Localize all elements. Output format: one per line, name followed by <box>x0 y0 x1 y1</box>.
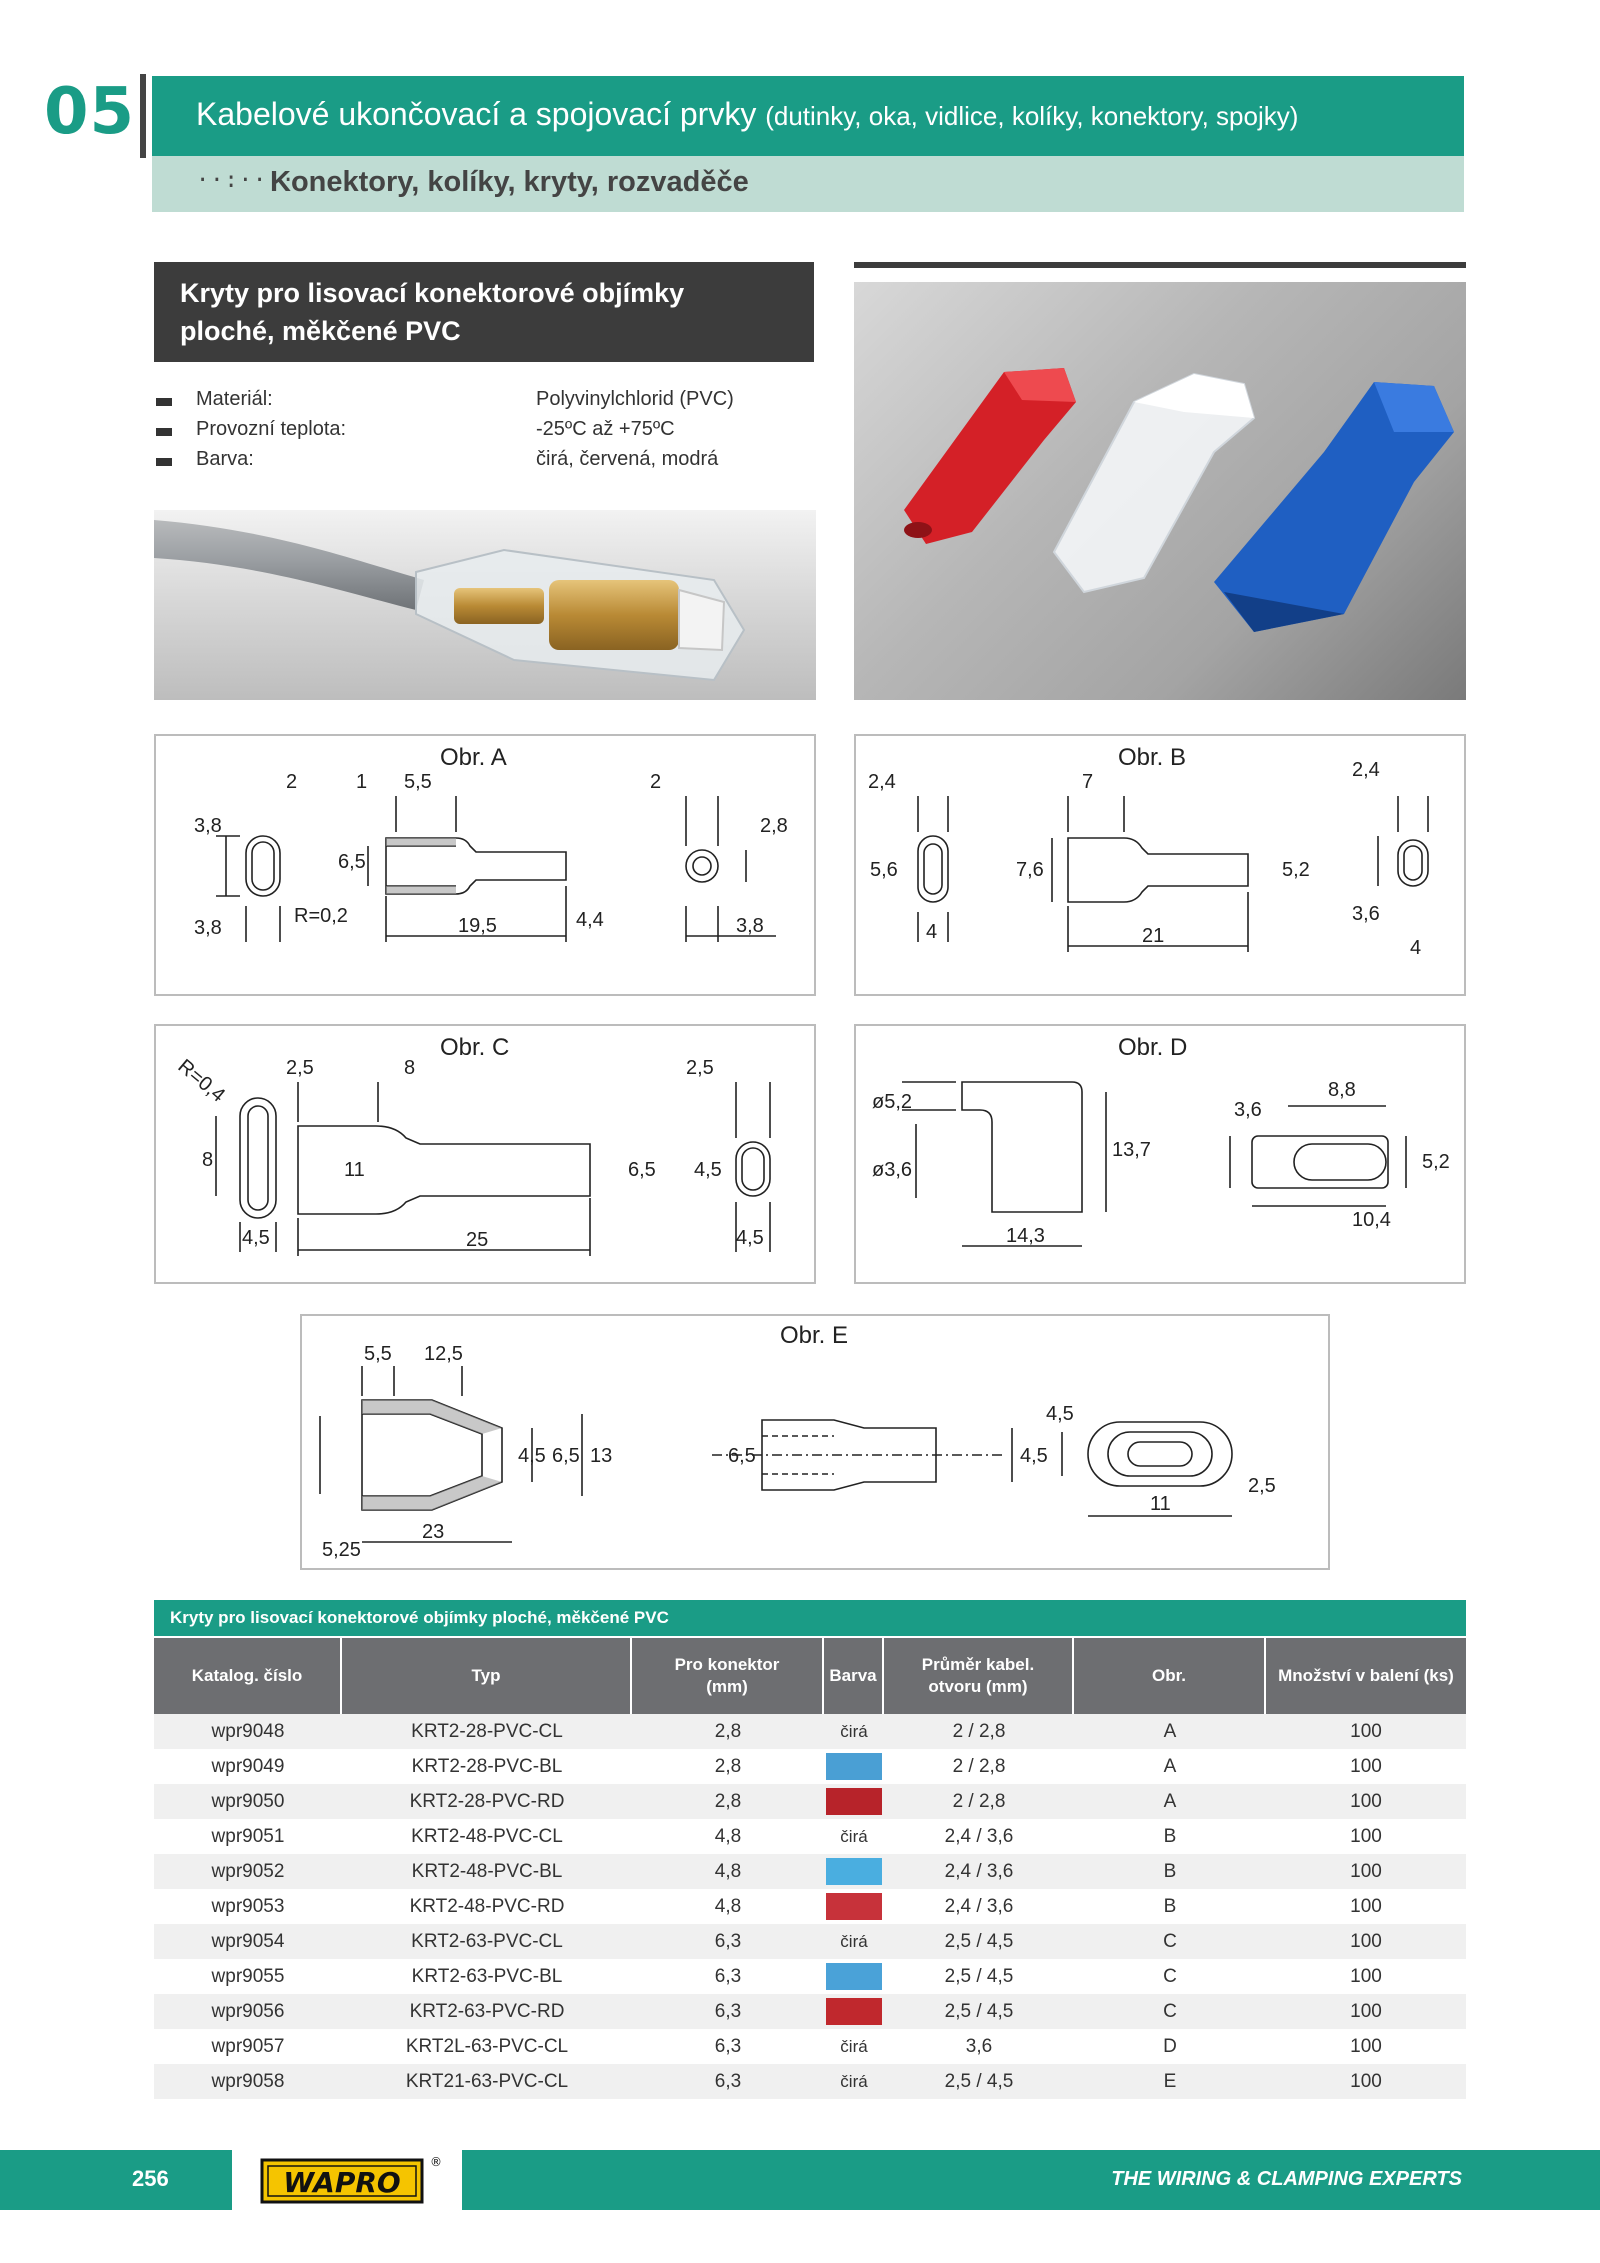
cell-cat: wpr9055 <box>211 1966 285 1987</box>
dim-c-1: R=0,4 <box>173 1055 230 1107</box>
dim-e-11: 11 <box>1150 1493 1171 1515</box>
cell-cat: wpr9049 <box>211 1756 285 1777</box>
dim-a-3: 5,5 <box>404 771 432 793</box>
cell-type: KRT2-28-PVC-BL <box>411 1756 563 1777</box>
cell-type: KRT2-63-PVC-BL <box>411 1966 563 1987</box>
section-title: Konektory, kolíky, kryty, rozvaděče <box>270 166 749 198</box>
cell-hole: 2,4 / 3,6 <box>944 1896 1014 1917</box>
cell-qty: 100 <box>1350 1861 1382 1882</box>
dim-e-9: 4,5 <box>1020 1445 1048 1467</box>
dim-a-12: 3,8 <box>736 915 764 937</box>
cell-conn: 4,8 <box>714 1861 742 1882</box>
product-title-line-2: ploché, měkčené PVC <box>180 316 461 346</box>
cell-fig: C <box>1163 2001 1177 2022</box>
footer-tagline: THE WIRING & CLAMPING EXPERTS <box>1111 2168 1462 2190</box>
cell-conn: 6,3 <box>714 1931 742 1952</box>
dim-a-11: 2,8 <box>760 815 788 837</box>
cell-conn: 6,3 <box>714 2001 742 2022</box>
drawing-panel-e <box>300 1314 1330 1570</box>
dim-e-1: 5,5 <box>364 1343 392 1365</box>
chapter-number: 05 <box>44 75 136 149</box>
photo-top-rule <box>854 262 1466 268</box>
cell-cat: wpr9050 <box>211 1791 285 1812</box>
cell-qty: 100 <box>1350 1791 1382 1812</box>
dim-c-9: 2,5 <box>686 1057 714 1079</box>
dim-c-2: 2,5 <box>286 1057 314 1079</box>
cell-cat: wpr9048 <box>211 1721 285 1742</box>
dim-c-11: 4,5 <box>736 1227 764 1249</box>
chapter-divider <box>140 74 146 158</box>
cell-conn: 2,8 <box>714 1791 742 1812</box>
cell-qty: 100 <box>1350 2001 1382 2022</box>
cell-cat: wpr9058 <box>211 2071 285 2092</box>
cell-conn: 6,3 <box>714 2036 742 2057</box>
dim-c-7: 4,5 <box>242 1227 270 1249</box>
cell-type: KRT2-48-PVC-CL <box>411 1826 563 1847</box>
cell-hole: 3,6 <box>965 2036 993 2057</box>
product-title <box>154 262 814 362</box>
cell-fig: B <box>1163 1896 1177 1917</box>
cell-type: KRT2-28-PVC-RD <box>409 1791 565 1812</box>
cell-cat: wpr9053 <box>211 1896 285 1917</box>
color-swatch <box>826 1858 882 1885</box>
cell-color: čirá <box>840 1722 868 1741</box>
spec-value: -25ºC až +75ºC <box>536 418 675 440</box>
table-row <box>154 1714 1466 1749</box>
dim-e-5: 13 <box>590 1445 613 1467</box>
spec-row-temperature <box>154 416 814 446</box>
dim-a-4: 3,8 <box>194 815 222 837</box>
col-type: Typ <box>342 1638 632 1714</box>
dim-b-3: 5,6 <box>870 859 898 881</box>
dim-d-3: 13,7 <box>1112 1139 1151 1161</box>
cell-conn: 6,3 <box>714 2071 742 2092</box>
dim-b-8: 2,4 <box>1352 759 1380 781</box>
cell-color: čirá <box>840 2037 868 2056</box>
cell-qty: 100 <box>1350 1966 1382 1987</box>
table-row <box>154 1854 1466 1889</box>
dim-a-6: R=0,2 <box>294 905 348 927</box>
cell-fig: A <box>1163 1721 1177 1742</box>
dim-b-4: 7,6 <box>1016 859 1044 881</box>
cell-cat: wpr9051 <box>211 1826 285 1847</box>
cell-hole: 2,4 / 3,6 <box>944 1861 1014 1882</box>
cell-hole: 2 / 2,8 <box>952 1721 1006 1742</box>
dim-e-3: 4,5 <box>518 1445 546 1467</box>
table-row <box>154 1819 1466 1854</box>
product-photo-covers <box>854 282 1466 700</box>
page-number: 256 <box>132 2166 169 2191</box>
spec-row-color <box>154 446 814 476</box>
spec-value: Polyvinylchlorid (PVC) <box>536 388 734 410</box>
cell-qty: 100 <box>1350 1721 1382 1742</box>
cell-type: KRT2-63-PVC-RD <box>409 2001 565 2022</box>
spec-label: Materiál: <box>196 388 273 410</box>
product-title-line-1: Kryty pro lisovací konektorové objímky <box>180 278 685 308</box>
cell-qty: 100 <box>1350 2071 1382 2092</box>
technical-drawing-a <box>156 736 818 998</box>
drawing-panel-b <box>854 734 1466 996</box>
table-body <box>154 1714 1466 2099</box>
dim-c-8: 25 <box>466 1229 489 1251</box>
col-quantity: Množství v balení (ks) <box>1278 1666 1454 1685</box>
dim-b-1: 2,4 <box>868 771 896 793</box>
drawing-label-a: Obr. A <box>440 744 507 771</box>
dim-c-6: 6,5 <box>628 1159 656 1181</box>
cell-color: čirá <box>840 1827 868 1846</box>
drawing-panel-a <box>154 734 816 996</box>
cell-type: KRT2-48-PVC-BL <box>411 1861 563 1882</box>
color-swatch <box>826 1753 882 1780</box>
technical-drawing-b <box>856 736 1468 998</box>
dim-d-2: ø3,6 <box>872 1159 913 1181</box>
dim-e-10: 4,5 <box>1046 1403 1074 1425</box>
section-header <box>152 156 1464 212</box>
cell-hole: 2,5 / 4,5 <box>944 2071 1014 2092</box>
dim-d-5: 3,6 <box>1234 1099 1262 1121</box>
cell-fig: B <box>1163 1826 1177 1847</box>
cell-color: čirá <box>840 2072 868 2091</box>
bullet-icon <box>156 458 172 466</box>
spec-list <box>154 386 814 476</box>
cell-qty: 100 <box>1350 1896 1382 1917</box>
cell-type: KRT2-28-PVC-CL <box>411 1721 563 1742</box>
spec-label: Provozní teplota: <box>196 418 347 440</box>
cell-type: KRT21-63-PVC-CL <box>405 2071 569 2092</box>
drawing-label-d: Obr. D <box>1118 1034 1188 1061</box>
color-swatch <box>826 1788 882 1815</box>
cell-qty: 100 <box>1350 1931 1382 1952</box>
drawing-label-e: Obr. E <box>780 1322 849 1349</box>
footer-logo-area <box>232 2142 462 2218</box>
cell-type: KRT2-63-PVC-CL <box>411 1931 563 1952</box>
dim-c-10: 4,5 <box>694 1159 722 1181</box>
dim-a-5: 6,5 <box>338 851 366 873</box>
chapter-title <box>196 96 1298 133</box>
spec-label: Barva: <box>196 448 254 470</box>
table-row <box>154 1994 1466 2029</box>
cell-type: KRT2-48-PVC-RD <box>409 1896 565 1917</box>
cell-hole: 2,5 / 4,5 <box>944 2001 1014 2022</box>
dim-a-1: 2 <box>286 771 298 793</box>
drawing-panel-c <box>154 1024 816 1284</box>
cell-conn: 2,8 <box>714 1721 742 1742</box>
drawing-label-c: Obr. C <box>440 1034 510 1061</box>
chapter-header <box>152 76 1464 156</box>
col-color: Barva <box>824 1638 884 1714</box>
col-connector: Pro konektor (mm) <box>632 1638 824 1714</box>
dim-d-7: 5,2 <box>1422 1151 1450 1173</box>
cell-hole: 2 / 2,8 <box>952 1756 1006 1777</box>
cell-conn: 4,8 <box>714 1896 742 1917</box>
table-row <box>154 2029 1466 2064</box>
cell-color: čirá <box>840 1932 868 1951</box>
cell-qty: 100 <box>1350 1826 1382 1847</box>
cell-cat: wpr9057 <box>211 2036 285 2057</box>
cell-fig: D <box>1163 2036 1177 2057</box>
cable-connector-illustration <box>154 510 816 700</box>
red-cover-icon <box>904 368 1076 544</box>
dim-b-5: 5,2 <box>1282 859 1310 881</box>
drawing-label-b: Obr. B <box>1118 744 1187 771</box>
table-title: Kryty pro lisovací konektorové objímky ploché, měkčené PVC <box>154 1600 1466 1636</box>
col-catalog: Katalog. číslo <box>154 1638 342 1714</box>
dim-a-7: 3,8 <box>194 917 222 939</box>
dim-e-6: 5,25 <box>322 1539 361 1561</box>
chapter-title-sub: (dutinky, oka, vidlice, kolíky, konektory, spojky) <box>765 101 1299 131</box>
dim-b-6: 4 <box>926 921 938 943</box>
dim-a-9: 4,4 <box>576 909 604 931</box>
cell-cat: wpr9054 <box>211 1931 285 1952</box>
cell-cat: wpr9056 <box>211 2001 285 2022</box>
cell-hole: 2,5 / 4,5 <box>944 1966 1014 1987</box>
dim-a-8: 19,5 <box>458 915 497 937</box>
cell-fig: C <box>1163 1931 1177 1952</box>
drawing-panel-d <box>854 1024 1466 1284</box>
dim-b-9: 3,6 <box>1352 903 1380 925</box>
section-dots-icon: ··:···· <box>196 168 296 193</box>
cell-conn: 6,3 <box>714 1966 742 1987</box>
table-row <box>154 1784 1466 1819</box>
dim-d-4: 14,3 <box>1006 1225 1045 1247</box>
wapro-logo <box>232 2142 462 2218</box>
dim-c-3: 8 <box>404 1057 416 1079</box>
color-swatch <box>826 1998 882 2025</box>
cell-conn: 4,8 <box>714 1826 742 1847</box>
technical-drawing-c <box>156 1026 818 1286</box>
clear-cover-icon <box>1054 374 1254 592</box>
spec-row-material <box>154 386 814 416</box>
dim-b-7: 21 <box>1142 925 1165 947</box>
technical-drawing-e <box>302 1316 1332 1572</box>
col-hole: Průměr kabel. otvoru (mm) <box>884 1638 1074 1714</box>
dim-e-2: 12,5 <box>424 1343 463 1365</box>
cell-fig: C <box>1163 1966 1177 1987</box>
color-swatch <box>826 1893 882 1920</box>
dim-b-2: 7 <box>1082 771 1094 793</box>
cell-hole: 2,4 / 3,6 <box>944 1826 1014 1847</box>
dim-e-4: 6,5 <box>552 1445 580 1467</box>
cell-hole: 2 / 2,8 <box>952 1791 1006 1812</box>
col-figure: Obr. <box>1074 1638 1266 1714</box>
cell-fig: B <box>1163 1861 1177 1882</box>
dim-c-4: 8 <box>202 1149 214 1171</box>
cell-qty: 100 <box>1350 1756 1382 1777</box>
table-row <box>154 2064 1466 2099</box>
technical-drawing-d <box>856 1026 1468 1286</box>
dim-d-1: ø5,2 <box>872 1091 913 1113</box>
cell-fig: A <box>1163 1756 1177 1777</box>
dim-c-5: 11 <box>344 1159 365 1181</box>
dim-d-6: 8,8 <box>1328 1079 1356 1101</box>
cell-type: KRT2L-63-PVC-CL <box>405 2036 569 2057</box>
spec-value: čirá, červená, modrá <box>536 448 719 470</box>
cell-conn: 2,8 <box>714 1756 742 1777</box>
table-row <box>154 1749 1466 1784</box>
table-row <box>154 1889 1466 1924</box>
cell-hole: 2,5 / 4,5 <box>944 1931 1014 1952</box>
table-row <box>154 1959 1466 1994</box>
dim-e-8: 6,5 <box>728 1445 756 1467</box>
cell-fig: E <box>1163 2071 1177 2092</box>
cell-cat: wpr9052 <box>211 1861 285 1882</box>
bullet-icon <box>156 398 172 406</box>
table-header <box>154 1638 1466 1714</box>
table-row <box>154 1924 1466 1959</box>
product-photo-cable <box>154 510 816 700</box>
dim-e-12: 2,5 <box>1248 1475 1276 1497</box>
bullet-icon <box>156 428 172 436</box>
dim-b-10: 4 <box>1410 937 1422 959</box>
dim-a-2: 1 <box>356 771 368 793</box>
chapter-title-main: Kabelové ukončovací a spojovací prvky <box>196 96 757 132</box>
dim-d-8: 10,4 <box>1352 1209 1391 1231</box>
logo-registered-mark: ® <box>430 2155 442 2169</box>
color-swatch <box>826 1963 882 1990</box>
connector-covers-illustration <box>854 282 1466 700</box>
cell-fig: A <box>1163 1791 1177 1812</box>
dim-e-7: 23 <box>422 1521 445 1543</box>
cell-qty: 100 <box>1350 2036 1382 2057</box>
dim-a-10: 2 <box>650 771 662 793</box>
logo-text: WAPRO <box>283 2166 401 2199</box>
